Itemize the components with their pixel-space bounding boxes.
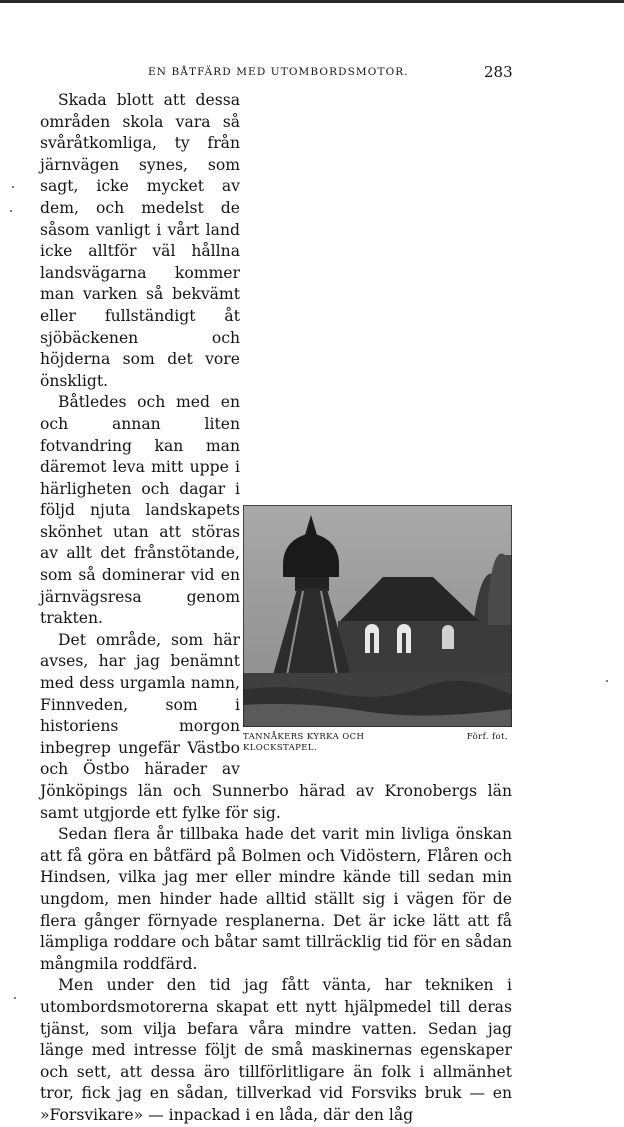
paragraph: Sedan flera år tillbaka hade det varit min livliga önskan att få göra en båtfärd på Bolmen och Vidöstern, Flåren och Hindsen, vilka jag mer eller mindre kände till sedan min ungdom, men hinder hade alltid ställt sig i vägen för de flera gånger förnyade resplanerna. Det är icke lätt att få lämpliga roddare och båtar samt tillräcklig tid för en sådan mångmila roddfärd. [40,825,512,973]
paragraph: Men under den tid jag fått vänta, har tekniken i utombordsmotorerna skapat ett nytt hjälpmedel till deras tjänst, som vilja befara våra mindre vatten. Sedan jag länge med intresse följt de små maskinernas egenskaper och sett, att dessa äro tillförlitligare än folk i allmänhet tror, fick jag en sådan, tillverkad vid Forsviks bruk — en »Forsvikare» — inpackad i en låda, där den låg [40,976,512,1124]
photo-credit: Förf. fot. [466,732,508,742]
running-title: EN BÅTFÄRD MED UTOMBORDSMOTOR. [148,66,409,78]
paragraph: Det område, som här avses, har jag benämnt med dess urgamla namn, Finnveden, som i historiens morgon inbegrep ungefär Västbo och Östbo härader av Jönköpings län och Sunnerbo härad av Kronobergs län samt utgjorde ett fylke för sig. [40,630,512,822]
paper-speck [606,680,608,682]
caption-text: TANNÅKERS KYRKA OCH KLOCKSTAPEL. [243,732,365,753]
figure [243,505,512,760]
paragraph: Båtledes och med en och annan liten fotvandring kan man däremot leva mitt uppe i härligheten och dagar i följd njuta landskapets skönhet utan att störas av allt det frånstötande, som så dominerar vid en järnvägsresa genom trakten. [40,393,240,628]
top-rule [0,0,624,3]
page-number: 283 [484,63,513,81]
paper-speck [14,997,16,999]
church-photo [243,505,512,727]
paper-speck [10,210,12,212]
paragraph: Skada blott att dessa områden skola vara så svåråtkomliga, ty från järnvägen synes, som sagt, icke mycket av dem, och medelst de såsom vanligt i vårt land icke alltför väl hållna landsvägarna kommer man varken så bekvämt eller fullständigt åt sjöbäckenen och höjderna som det vore önskligt. [40,91,240,390]
figure-caption [243,732,512,760]
paper-speck [12,186,14,188]
running-head [0,63,624,86]
